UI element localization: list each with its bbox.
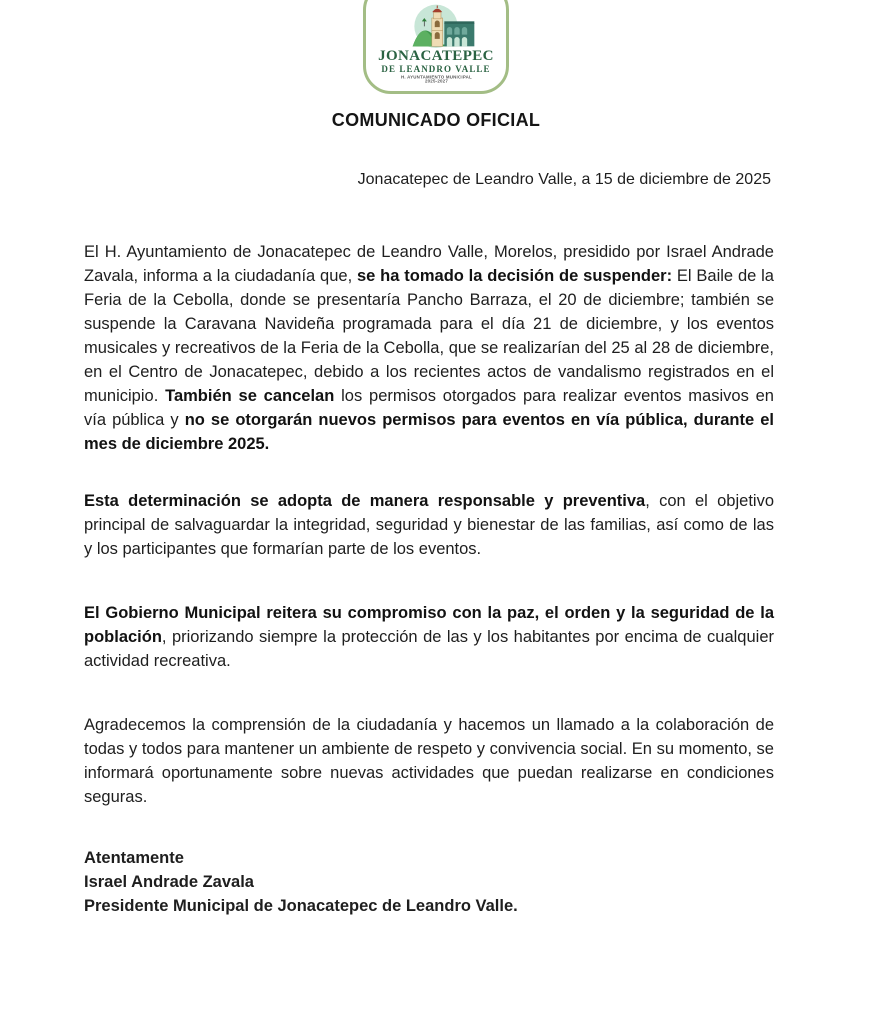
document-body: [84, 240, 774, 918]
emblem-illustration-icon: [388, 3, 484, 48]
emblem-administration-line: [401, 75, 472, 84]
emblem-small-line1: H. AYUNTAMIENTO MUNICIPAL: [400, 74, 472, 80]
signature-closing: Atentamente: [84, 849, 184, 867]
signature-role: Presidente Municipal de Jonacatepec de Leandro Valle.: [84, 897, 518, 915]
paragraph-government-commitment: El Gobierno Municipal reitera su compromiso con la paz, el orden y la seguridad de la población, priorizando siempre la protección de las y los habitantes por encima de cualquier actividad recreativa.: [84, 604, 774, 670]
paragraph-suspension-announcement: El H. Ayuntamiento de Jonacatepec de Leandro Valle, Morelos, presidido por Israel Andrade Zavala, informa a la ciudadanía que, se ha tomado la decisión de suspender: El Baile de la Feria de la Cebolla, donde se presentaría Pancho Barraza, el 20 de diciembre; también se suspende la Caravana Navideña programada para el día 21 de diciembre, y los eventos musicales y recreativos de la Feria de la Cebolla, que se realizarían del 25 al 28 de diciembre, en el Centro de Jonacatepec, debido a los recientes actos de vandalismo registrados en el municipio. También se cancelan los permisos otorgados para realizar eventos masivos en vía pública y no se otorgarán nuevos permisos para eventos en vía pública, durante el mes de diciembre 2025.: [84, 243, 774, 453]
municipal-emblem: [363, 0, 509, 94]
paragraph-acknowledgement: Agradecemos la comprensión de la ciudadanía y hacemos un llamado a la colaboración de todas y todos para mantener un ambiente de respeto y convivencia social. En su momento, se informará oportunamente sobre nuevas actividades que puedan realizarse en condiciones seguras.: [84, 716, 774, 806]
signature-name: Israel Andrade Zavala: [84, 873, 254, 891]
emblem-subtitle: DE LEANDRO VALLE: [381, 64, 491, 74]
emblem-small-line2: 2025-2027: [424, 78, 448, 84]
dateline: Jonacatepec de Leandro Valle, a 15 de diciembre de 2025: [357, 171, 771, 188]
document-title: COMUNICADO OFICIAL: [331, 110, 541, 130]
emblem-title: JONACATEPEC: [378, 48, 494, 64]
paragraph-preventive-measure: Esta determinación se adopta de manera responsable y preventiva, con el objetivo principal de salvaguardar la integridad, seguridad y bienestar de las familias, así como de las y los participantes que formarían parte de los eventos.: [84, 492, 774, 558]
